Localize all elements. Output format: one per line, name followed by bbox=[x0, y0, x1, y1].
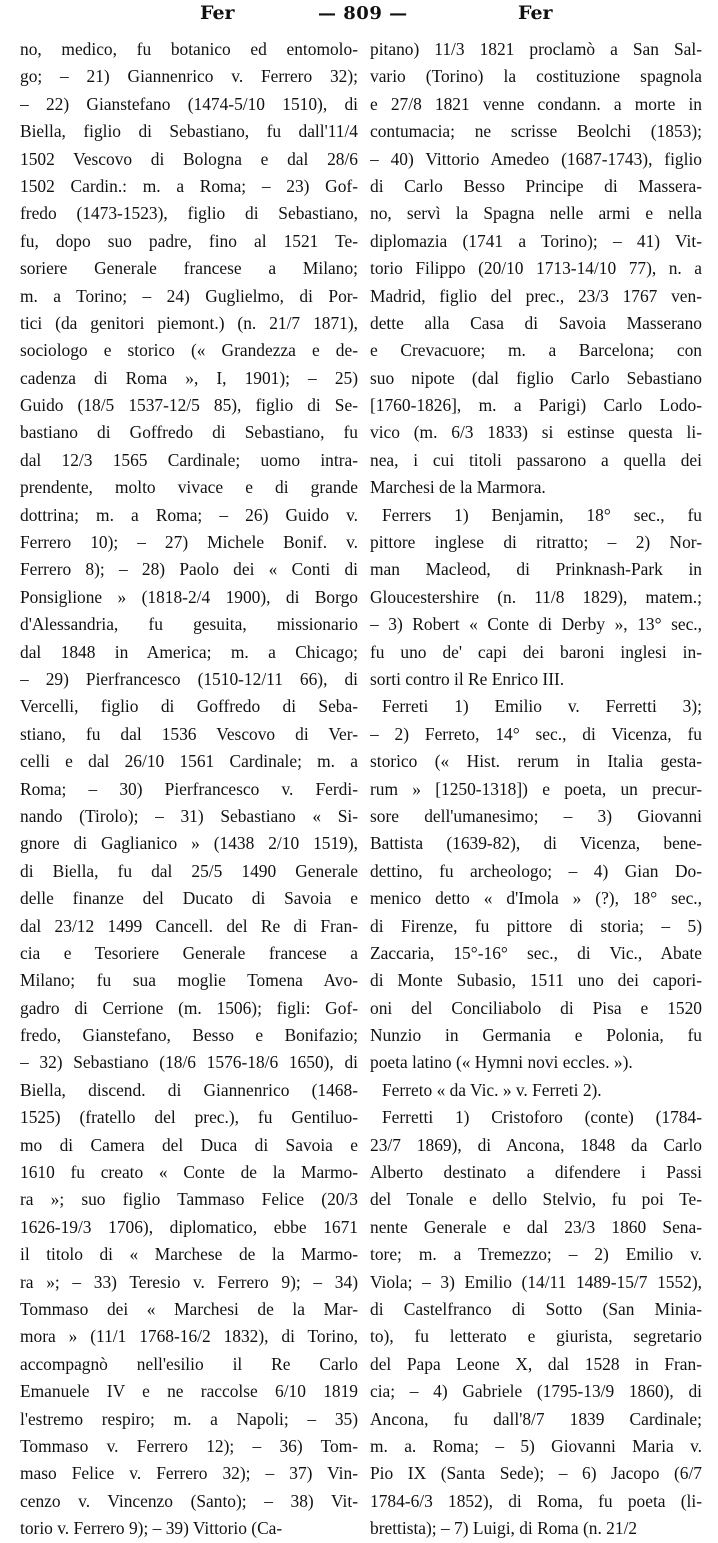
text-line: dal 23/12 1499 Cancell. del Re di Fran- bbox=[20, 915, 358, 936]
text-line: brettista); – 7) Luigi, di Roma (n. 21/2 bbox=[370, 1518, 638, 1539]
text-line: di Firenze, fu pittore di storia; – 5) bbox=[370, 915, 702, 936]
text-line: Nunzio in Germania e Polonia, fu bbox=[370, 1025, 702, 1046]
text-line: il titolo di « Marchese de la Marmo- bbox=[20, 1244, 358, 1265]
text-line: – 2) Ferreto, 14° sec., di Vicenza, fu bbox=[370, 723, 702, 744]
text-line: 1502 Cardin.: m. a Roma; – 23) Gof- bbox=[20, 175, 358, 196]
text-line: dettino, fu archeologo; – 4) Gian Do- bbox=[370, 860, 702, 881]
text-line: Ferrers 1) Benjamin, 18° sec., fu bbox=[382, 504, 702, 525]
text-line: dal 1848 in America; m. a Chicago; bbox=[20, 641, 358, 662]
text-line: torio Filippo (20/10 1713-14/10 77), n. a bbox=[370, 258, 702, 279]
text-line: no, servì la Spagna nelle armi e nella bbox=[370, 203, 702, 224]
text-line: delle finanze del Ducato di Savoia e bbox=[20, 888, 358, 909]
text-line: Battista (1639-82), di Vicenza, bene- bbox=[370, 833, 702, 854]
text-line: m. a Torino; – 24) Guglielmo, di Por- bbox=[20, 285, 358, 306]
text-line: [1760-1826], m. a Parigi) Carlo Lodo- bbox=[370, 395, 702, 416]
text-line: nando (Tirolo); – 31) Sebastiano « Si- bbox=[20, 805, 358, 826]
text-line: to), fu letterato e giurista, segretario bbox=[370, 1326, 702, 1347]
text-line: d'Alessandria, fu gesuita, missionario bbox=[20, 614, 358, 635]
text-line: celli e dal 26/10 1561 Cardinale; m. a bbox=[20, 751, 358, 772]
text-line: poeta latino (« Hymni novi eccles. »). bbox=[370, 1052, 633, 1073]
text-line: Vercelli, figlio di Goffredo di Seba- bbox=[20, 696, 358, 717]
text-line: contumacia; ne scrisse Beolchi (1853); bbox=[370, 121, 702, 142]
text-line: Biella, discend. di Giannenrico (1468- bbox=[20, 1079, 358, 1100]
text-line: 1525) (fratello del prec.), fu Gentiluo- bbox=[20, 1107, 358, 1128]
text-line: oni del Conciliabolo di Pisa e 1520 bbox=[370, 997, 702, 1018]
text-line: Pio IX (Santa Sede); – 6) Jacopo (6/7 bbox=[370, 1463, 702, 1484]
text-line: 1626-19/3 1706), diplomatico, ebbe 1671 bbox=[20, 1216, 358, 1237]
text-line: Marchesi de la Marmora. bbox=[370, 477, 546, 498]
text-line: storico (« Hist. rerum in Italia gesta- bbox=[370, 751, 702, 772]
page-header bbox=[0, 0, 718, 30]
text-line: rum » [1250-1318]) e poeta, un precur- bbox=[370, 778, 702, 799]
left-column bbox=[20, 36, 358, 1539]
text-line: 1784-6/3 1852), di Roma, fu poeta (li- bbox=[370, 1490, 702, 1511]
text-line: suo nipote (dal figlio Carlo Sebastiano bbox=[370, 367, 702, 388]
text-line: Tommaso dei « Marchesi de la Mar- bbox=[20, 1298, 358, 1319]
text-line: mo di Camera del Duca di Savoia e bbox=[20, 1134, 358, 1155]
text-line: Roma; – 30) Pierfrancesco v. Ferdi- bbox=[20, 778, 358, 799]
text-line: pitano) 11/3 1821 proclamò a San Sal- bbox=[370, 39, 702, 59]
text-line: Biella, figlio di Sebastiano, fu dall'11/4 bbox=[20, 121, 358, 142]
text-line: soriere Generale francese a Milano; bbox=[20, 258, 358, 279]
text-line: 1502 Vescovo di Bologna e dal 28/6 bbox=[20, 148, 358, 169]
text-line: diplomazia (1741 a Torino); – 41) Vit- bbox=[370, 230, 702, 251]
text-line: Ponsiglione » (1818-2/4 1900), di Borgo bbox=[20, 586, 358, 607]
text-line: – 3) Robert « Conte di Derby », 13° sec., bbox=[370, 614, 702, 635]
text-line: Ancona, fu dall'8/7 1839 Cardinale; bbox=[370, 1408, 702, 1429]
text-line: ra »; suo figlio Tammaso Felice (20/3 bbox=[20, 1189, 358, 1210]
text-line: vario (Torino) la costituzione spagnola bbox=[370, 66, 702, 87]
right-column bbox=[370, 36, 702, 1539]
text-line: mora » (11/1 1768-16/2 1832), di Torino, bbox=[20, 1326, 358, 1347]
text-line: Gloucestershire (n. 11/8 1829), matem.; bbox=[370, 586, 702, 607]
text-line: Ferreti 1) Emilio v. Ferretti 3); bbox=[382, 696, 702, 717]
text-line: del Tonale e dello Stelvio, fu poi Te- bbox=[370, 1189, 702, 1210]
text-line: del Papa Leone X, dal 1528 in Fran- bbox=[370, 1353, 702, 1374]
header-right-word: Fer bbox=[518, 2, 553, 24]
text-line: cia; – 4) Gabriele (1795-13/9 1860), di bbox=[370, 1381, 702, 1402]
text-line: torio v. Ferrero 9); – 39) Vittorio (Ca- bbox=[20, 1518, 283, 1539]
text-line: gadro di Cerrione (m. 1506); figli: Gof- bbox=[20, 997, 358, 1018]
text-line: dottrina; m. a Roma; – 26) Guido v. bbox=[20, 504, 358, 525]
text-line: cadenza di Roma », I, 1901); – 25) bbox=[20, 367, 358, 388]
text-line: di Carlo Besso Principe di Massera- bbox=[370, 175, 702, 196]
text-line: e Crevacuore; m. a Barcelona; con bbox=[370, 340, 702, 361]
text-line: sorti contro il Re Enrico III. bbox=[370, 668, 565, 689]
text-line: pittore inglese di ritratto; – 2) Nor- bbox=[370, 532, 702, 553]
text-line: di Monte Subasio, 1511 uno dei capori- bbox=[370, 970, 702, 991]
text-line: fredo, Gianstefano, Besso e Bonifazio; bbox=[20, 1025, 358, 1046]
text-line: Ferretti 1) Cristoforo (conte) (1784- bbox=[382, 1107, 702, 1128]
text-line: fredo (1473-1523), figlio di Sebastiano, bbox=[20, 203, 358, 224]
text-line: l'estremo respiro; m. a Napoli; – 35) bbox=[20, 1408, 358, 1429]
text-line: no, medico, fu botanico ed entomolo- bbox=[20, 39, 358, 59]
text-line: – 22) Gianstefano (1474-5/10 1510), di bbox=[20, 93, 358, 114]
text-line: prendente, molto vivace e di grande bbox=[20, 477, 358, 498]
text-line: man Macleod, di Prinknash-Park in bbox=[370, 559, 702, 580]
text-line: tore; m. a Tremezzo; – 2) Emilio v. bbox=[370, 1244, 702, 1265]
text-line: Madrid, figlio del prec., 23/3 1767 ven- bbox=[370, 285, 702, 306]
text-line: e 27/8 1821 venne condann. a morte in bbox=[370, 93, 702, 114]
text-line: Viola; – 3) Emilio (14/11 1489-15/7 1552), bbox=[370, 1271, 702, 1292]
text-line: nente Generale e dal 23/3 1860 Sena- bbox=[370, 1216, 702, 1237]
text-line: fu uno de' capi dei baroni inglesi in- bbox=[370, 641, 702, 662]
text-line: Zaccaria, 15°-16° sec., di Vic., Abate bbox=[370, 942, 702, 963]
header-left-word: Fer bbox=[200, 2, 235, 24]
text-line: Emanuele IV e ne raccolse 6/10 1819 bbox=[20, 1381, 358, 1402]
text-line: dette alla Casa di Savoia Masserano bbox=[370, 312, 702, 333]
text-line: m. a. Roma; – 5) Giovanni Maria v. bbox=[370, 1435, 702, 1456]
text-line: Milano; fu sua moglie Tomena Avo- bbox=[20, 970, 358, 991]
text-line: ra »; – 33) Teresio v. Ferrero 9); – 34) bbox=[20, 1271, 358, 1292]
text-line: vico (m. 6/3 1833) si estinse questa li- bbox=[370, 422, 702, 443]
text-line: Ferreto « da Vic. » v. Ferreti 2). bbox=[382, 1079, 602, 1100]
text-line: di Biella, fu dal 25/5 1490 Generale bbox=[20, 860, 358, 881]
text-line: Alberto destinato a difendere i Passi bbox=[370, 1162, 702, 1183]
text-line: menico detto « d'Imola » (?), 18° sec., bbox=[370, 888, 702, 909]
text-line: – 29) Pierfrancesco (1510-12/11 66), di bbox=[20, 668, 358, 689]
text-line: – 40) Vittorio Amedeo (1687-1743), figlio bbox=[370, 148, 702, 169]
text-line: 1610 fu creato « Conte de la Marmo- bbox=[20, 1162, 358, 1183]
text-line: bastiano di Goffredo di Sebastiano, fu bbox=[20, 422, 358, 443]
text-line: maso Felice v. Ferrero 32); – 37) Vin- bbox=[20, 1463, 358, 1484]
text-line: Ferrero 10); – 27) Michele Bonif. v. bbox=[20, 532, 358, 553]
text-line: cia e Tesoriere Generale francese a bbox=[20, 942, 358, 963]
text-line: nea, i cui titoli passarono a quella dei bbox=[370, 449, 702, 470]
text-line: Ferrero 8); – 28) Paolo dei « Conti di bbox=[20, 559, 358, 580]
text-line: Tommaso v. Ferrero 12); – 36) Tom- bbox=[20, 1435, 358, 1456]
page-number: — 809 — bbox=[318, 3, 408, 24]
text-line: di Castelfranco di Sotto (San Minia- bbox=[370, 1298, 702, 1319]
text-line: cenzo v. Vincenzo (Santo); – 38) Vit- bbox=[20, 1490, 358, 1511]
text-line: tici (da genitori piemont.) (n. 21/7 1871), bbox=[20, 312, 358, 333]
text-line: – 32) Sebastiano (18/6 1576-18/6 1650), di bbox=[20, 1052, 358, 1073]
text-line: sore dell'umanesimo; – 3) Giovanni bbox=[370, 805, 702, 826]
text-line: dal 12/3 1565 Cardinale; uomo intra- bbox=[20, 449, 358, 470]
text-line: fu, dopo suo padre, fino al 1521 Te- bbox=[20, 230, 358, 251]
text-line: sociologo e storico (« Grandezza e de- bbox=[20, 340, 358, 361]
text-line: stiano, fu dal 1536 Vescovo di Ver- bbox=[20, 723, 358, 744]
text-line: gnore di Gaglianico » (1438 2/10 1519), bbox=[20, 833, 358, 854]
text-line: accompagnò nell'esilio il Re Carlo bbox=[20, 1353, 358, 1374]
text-line: 23/7 1869), di Ancona, 1848 da Carlo bbox=[370, 1134, 702, 1155]
text-line: Guido (18/5 1537-12/5 85), figlio di Se- bbox=[20, 395, 358, 416]
text-line: go; – 21) Giannenrico v. Ferrero 32); bbox=[20, 66, 358, 87]
